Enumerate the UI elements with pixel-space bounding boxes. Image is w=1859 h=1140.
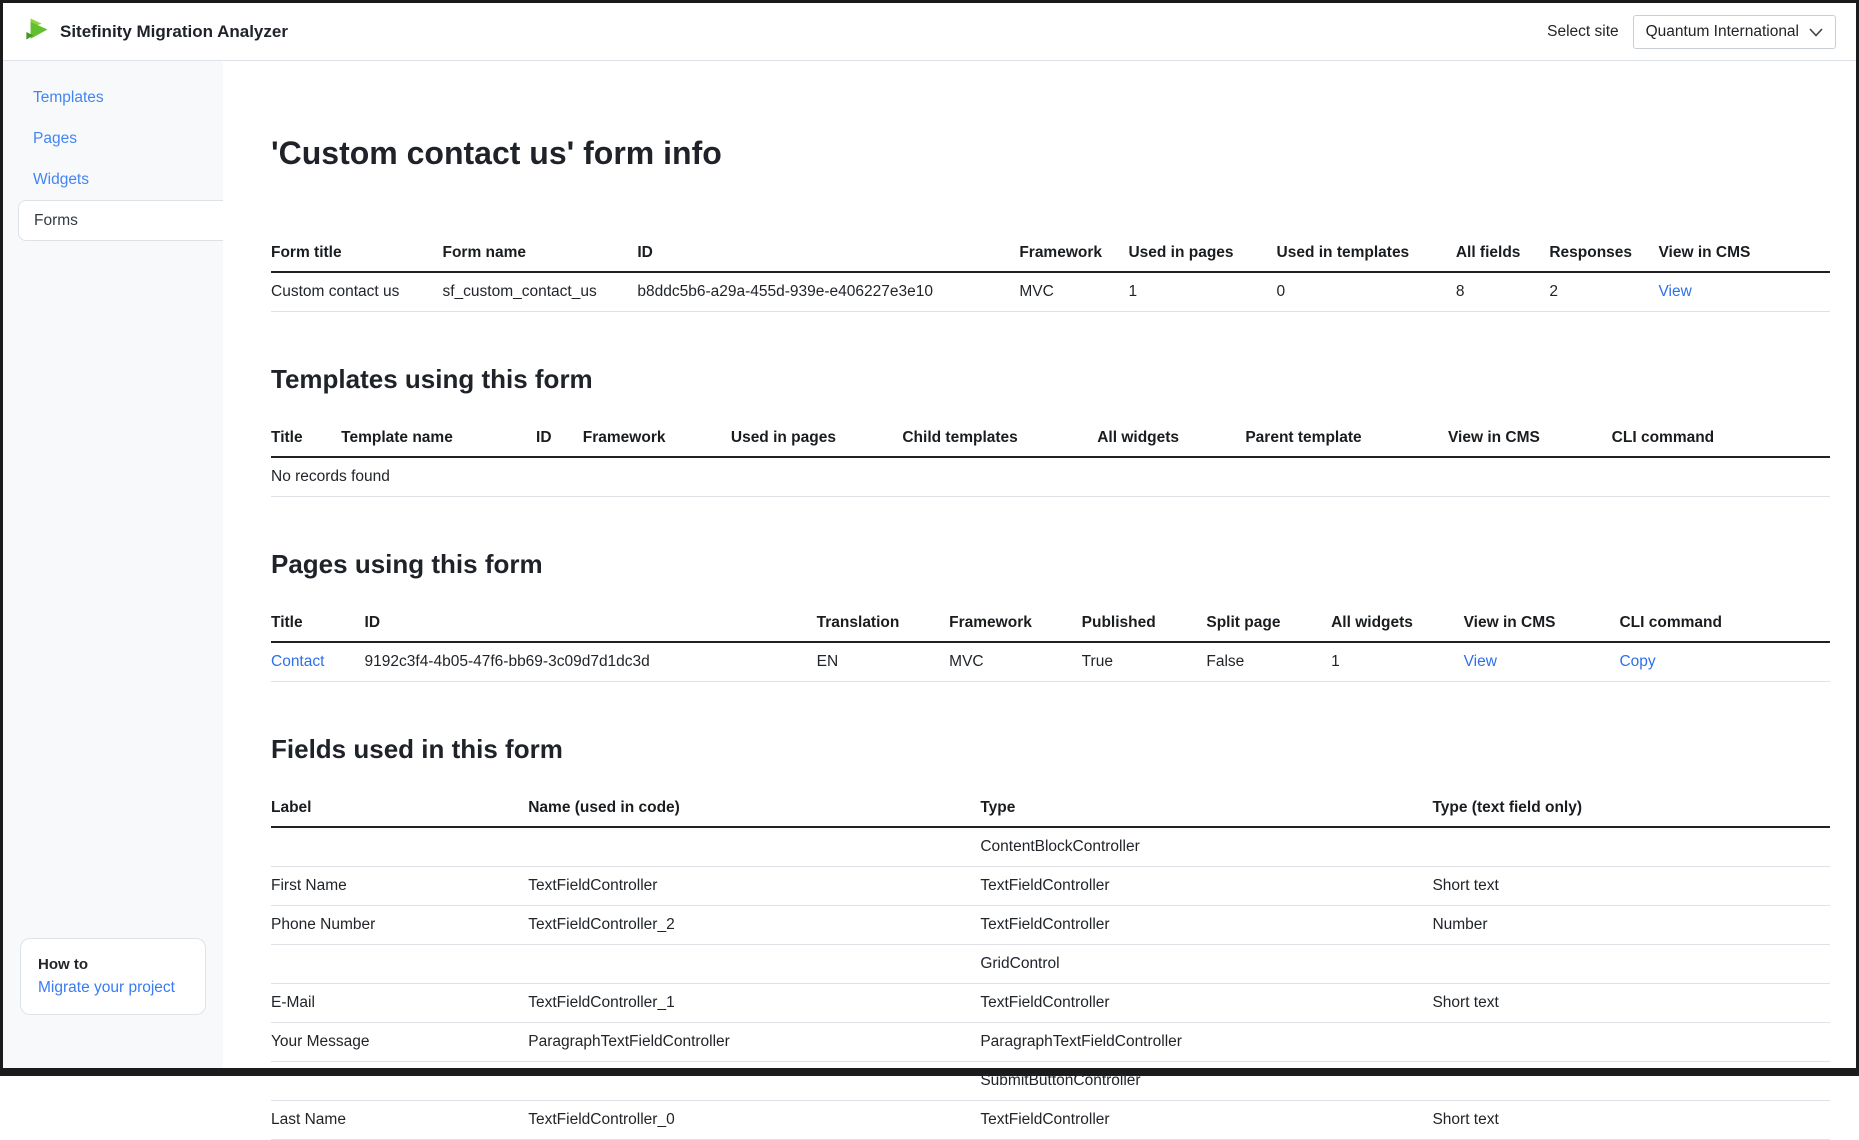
field-label-cell: Last Name: [271, 1101, 528, 1140]
no-records-cell: No records found: [271, 457, 1830, 497]
field-name-cell: TextFieldController_0: [528, 1101, 980, 1140]
column-header: Form title: [271, 236, 442, 272]
column-header: Form name: [442, 236, 637, 272]
field-label-cell: Phone Number: [271, 906, 528, 945]
field-text-type-cell: [1432, 945, 1830, 984]
column-header: Framework: [1019, 236, 1128, 272]
field-type-cell: SubmitButtonController: [980, 1062, 1432, 1101]
field-text-type-cell: Short text: [1432, 867, 1830, 906]
howto-box: [20, 938, 206, 1015]
field-label-cell: [271, 827, 528, 867]
field-label-cell: First Name: [271, 867, 528, 906]
column-header: Used in pages: [731, 421, 902, 457]
field-type-cell: TextFieldController: [980, 867, 1432, 906]
app-header: [3, 3, 1856, 61]
column-header: View in CMS: [1464, 606, 1620, 642]
table-row: [271, 642, 1830, 682]
table-row: [271, 906, 1830, 945]
field-name-cell: [528, 827, 980, 867]
column-header: Framework: [949, 606, 1082, 642]
column-header: Translation: [817, 606, 950, 642]
chevron-down-icon: [1809, 28, 1823, 37]
select-site-label: Select site: [1547, 22, 1619, 40]
sitefinity-logo-icon: [23, 16, 50, 48]
pages-section-title: Pages using this form: [271, 549, 543, 579]
column-header: Label: [271, 791, 528, 827]
responses-cell: 2: [1549, 272, 1658, 312]
column-header: Used in pages: [1128, 236, 1276, 272]
field-name-cell: TextFieldController_2: [528, 906, 980, 945]
field-text-type-cell: Number: [1432, 906, 1830, 945]
column-header: All fields: [1456, 236, 1550, 272]
field-text-type-cell: [1432, 827, 1830, 867]
field-type-cell: ParagraphTextFieldController: [980, 1023, 1432, 1062]
column-header: View in CMS: [1448, 421, 1612, 457]
column-header: All widgets: [1097, 421, 1245, 457]
column-header: Type: [980, 791, 1432, 827]
site-dropdown[interactable]: [1633, 15, 1836, 49]
used-in-templates-cell: 0: [1277, 272, 1456, 312]
fields-table: [271, 791, 1830, 1140]
table-header-row: [271, 421, 1830, 457]
field-name-cell: ParagraphTextFieldController: [528, 1023, 980, 1062]
table-header-row: [271, 236, 1830, 272]
column-header: Template name: [341, 421, 536, 457]
cli-copy-link[interactable]: Copy: [1619, 653, 1656, 670]
field-text-type-cell: [1432, 1062, 1830, 1101]
table-row: [271, 1101, 1830, 1140]
table-row: [271, 1023, 1830, 1062]
column-header: ID: [637, 236, 1019, 272]
column-header: CLI command: [1612, 421, 1830, 457]
sidebar-item-widgets[interactable]: Widgets: [33, 170, 89, 188]
table-row: [271, 272, 1830, 312]
form-id-cell: b8ddc5b6-a29a-455d-939e-e406227e3e10: [637, 272, 1019, 312]
published-cell: True: [1082, 642, 1207, 682]
main-content: [223, 61, 1856, 1128]
page-title: 'Custom contact us' form info: [271, 135, 722, 171]
column-header: Used in templates: [1277, 236, 1456, 272]
table-row: [271, 984, 1830, 1023]
field-text-type-cell: Short text: [1432, 984, 1830, 1023]
split-page-cell: False: [1206, 642, 1331, 682]
templates-table: [271, 421, 1830, 497]
view-in-cms-link[interactable]: View: [1463, 653, 1497, 670]
page-title-link[interactable]: Contact: [271, 653, 325, 670]
column-header: Name (used in code): [528, 791, 980, 827]
form-info-table: [271, 236, 1830, 312]
column-header: Child templates: [902, 421, 1097, 457]
translation-cell: EN: [817, 642, 950, 682]
sidebar-item-templates[interactable]: Templates: [33, 88, 104, 106]
framework-cell: MVC: [949, 642, 1082, 682]
column-header: Responses: [1549, 236, 1658, 272]
table-row: [271, 827, 1830, 867]
sidebar: [3, 61, 223, 1068]
column-header: View in CMS: [1658, 236, 1830, 272]
column-header: Framework: [583, 421, 731, 457]
sidebar-item-forms[interactable]: Forms: [18, 200, 223, 241]
site-picker: [1547, 15, 1836, 49]
table-row: [271, 867, 1830, 906]
column-header: Title: [271, 421, 341, 457]
field-type-cell: GridControl: [980, 945, 1432, 984]
field-label-cell: E-Mail: [271, 984, 528, 1023]
templates-section-title: Templates using this form: [271, 364, 593, 394]
form-title-cell: Custom contact us: [271, 272, 442, 312]
field-type-cell: ContentBlockController: [980, 827, 1432, 867]
table-row: [271, 945, 1830, 984]
site-dropdown-value: Quantum International: [1645, 22, 1799, 40]
field-text-type-cell: [1432, 1023, 1830, 1062]
column-header: Published: [1082, 606, 1207, 642]
sidebar-item-pages[interactable]: Pages: [33, 129, 77, 147]
view-in-cms-link[interactable]: View: [1658, 283, 1692, 300]
column-header: Split page: [1206, 606, 1331, 642]
field-label-cell: [271, 1062, 528, 1101]
field-name-cell: [528, 945, 980, 984]
pages-table: [271, 606, 1830, 682]
table-row: [271, 457, 1830, 497]
table-row: [271, 1062, 1830, 1101]
column-header: CLI command: [1619, 606, 1830, 642]
field-text-type-cell: Short text: [1432, 1101, 1830, 1140]
field-name-cell: [528, 1062, 980, 1101]
app-title: Sitefinity Migration Analyzer: [60, 21, 288, 41]
framework-cell: MVC: [1019, 272, 1128, 312]
all-fields-cell: 8: [1456, 272, 1550, 312]
field-name-cell: TextFieldController: [528, 867, 980, 906]
field-label-cell: [271, 945, 528, 984]
table-header-row: [271, 791, 1830, 827]
used-in-pages-cell: 1: [1128, 272, 1276, 312]
field-type-cell: TextFieldController: [980, 984, 1432, 1023]
table-header-row: [271, 606, 1830, 642]
field-type-cell: TextFieldController: [980, 1101, 1432, 1140]
field-type-cell: TextFieldController: [980, 906, 1432, 945]
field-name-cell: TextFieldController_1: [528, 984, 980, 1023]
column-header: Type (text field only): [1432, 791, 1830, 827]
form-name-cell: sf_custom_contact_us: [442, 272, 637, 312]
column-header: All widgets: [1331, 606, 1464, 642]
all-widgets-cell: 1: [1331, 642, 1464, 682]
column-header: ID: [536, 421, 583, 457]
howto-title: How to: [38, 955, 88, 973]
brand: [23, 16, 288, 48]
column-header: Parent template: [1245, 421, 1448, 457]
column-header: Title: [271, 606, 365, 642]
column-header: ID: [365, 606, 817, 642]
page-id-cell: 9192c3f4-4b05-47f6-bb69-3c09d7d1dc3d: [365, 642, 817, 682]
field-label-cell: Your Message: [271, 1023, 528, 1062]
fields-section-title: Fields used in this form: [271, 734, 563, 764]
migrate-project-link[interactable]: Migrate your project: [38, 978, 175, 996]
